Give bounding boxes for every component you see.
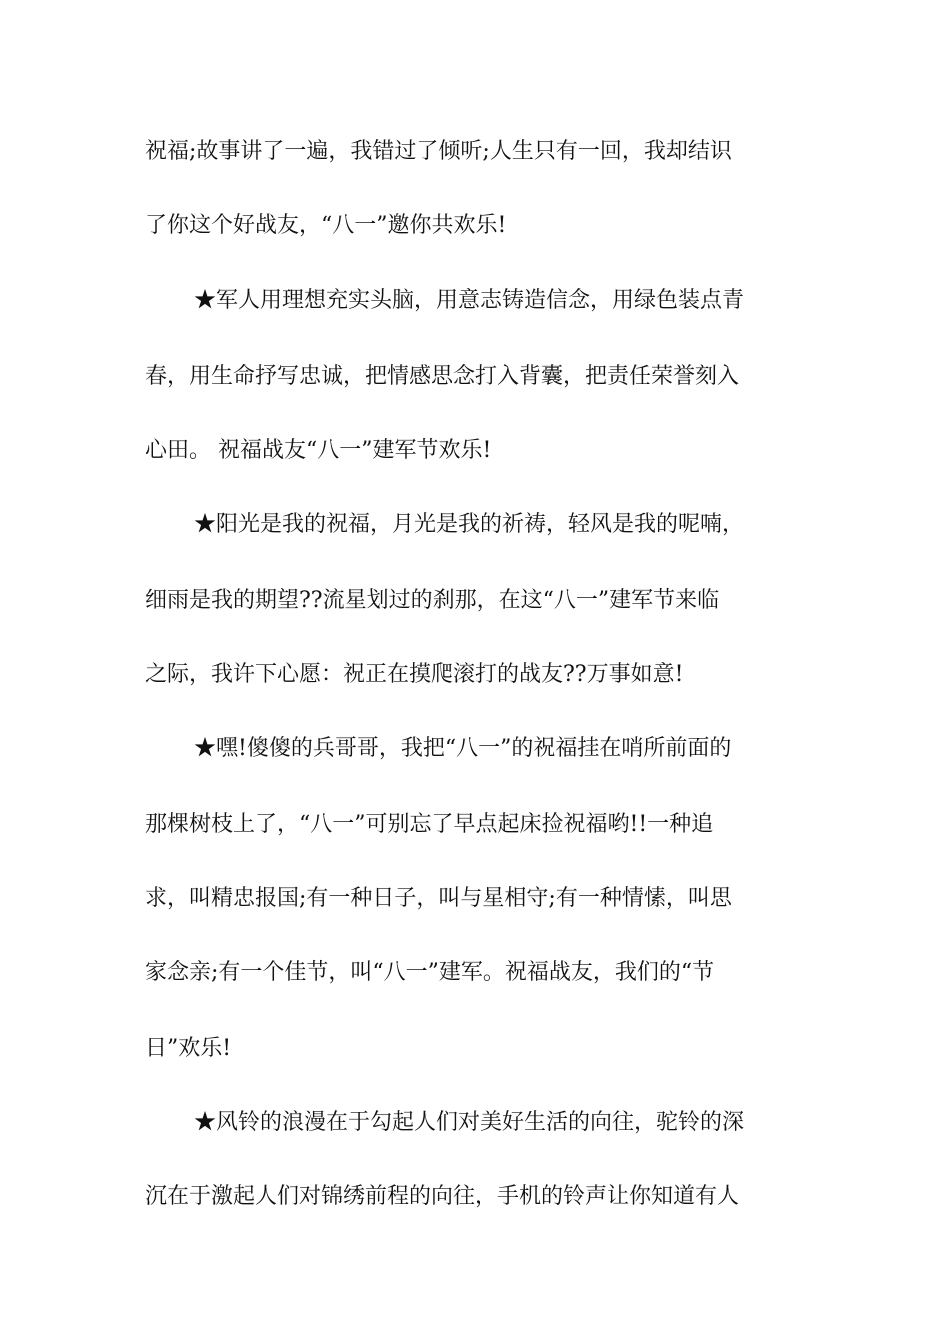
- text-line: 日”欢乐!: [145, 1036, 232, 1061]
- text-line: 了你这个好战友，“八一”邀你共欢乐!: [145, 213, 507, 238]
- text-line: 沉在于激起人们对锦绣前程的向往，手机的铃声让你知道有人: [145, 1184, 740, 1209]
- text-line: 那棵树枝上了，“八一”可别忘了早点起床捡祝福哟!!一种追: [145, 812, 714, 837]
- text-line: 心田。 祝福战友“八一”建军节欢乐!: [145, 438, 492, 463]
- paragraph-start-line: ★风铃的浪漫在于勾起人们对美好生活的向往，驼铃的深: [194, 1110, 745, 1135]
- paragraph-start-line: ★阳光是我的祝福，月光是我的祈祷，轻风是我的呢喃，: [194, 512, 745, 537]
- text-line: 家念亲;有一个佳节，叫“八一”建军。祝福战友，我们的“节: [145, 960, 715, 985]
- text-line: 春，用生命抒写忠诚，把情感思念打入背囊，把责任荣誉刻入: [145, 364, 740, 389]
- paragraph-start-line: ★嘿!傻傻的兵哥哥，我把“八一”的祝福挂在哨所前面的: [194, 736, 732, 761]
- paragraph-start-line: ★军人用理想充实头脑，用意志铸造信念，用绿色装点青: [194, 288, 745, 313]
- text-line: 细雨是我的期望??流星划过的刹那，在这“八一”建军节来临: [145, 588, 720, 613]
- text-line: 求，叫精忠报国;有一种日子，叫与星相守;有一种情愫，叫思: [145, 886, 732, 911]
- text-line: 之际，我许下心愿：祝正在摸爬滚打的战友??万事如意!: [145, 662, 684, 687]
- text-line: 祝福;故事讲了一遍，我错过了倾听;人生只有一回，我却结识: [145, 139, 732, 164]
